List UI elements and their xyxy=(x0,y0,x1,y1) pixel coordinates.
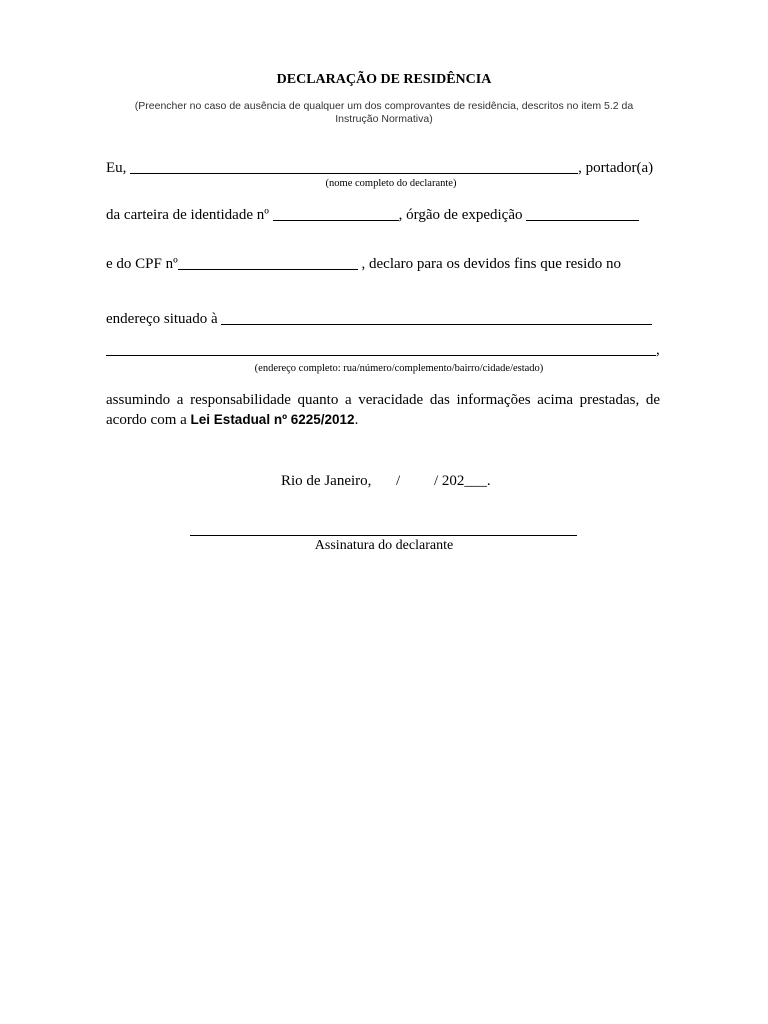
statement-line-2-suffix: . xyxy=(354,412,359,428)
address-suffix: , xyxy=(656,342,660,358)
id-prefix: da carteira de identidade nº xyxy=(106,207,273,223)
statement-line-1: assumindo a responsabilidade quanto a veracidade das informações acima prestadas, de xyxy=(106,392,660,408)
statement-line-2-prefix: acordo com a xyxy=(106,412,191,428)
cpf-suffix: , declaro para os devidos fins que resido no xyxy=(357,256,622,272)
date-separator-1: / xyxy=(396,473,401,489)
name-suffix: , portador(a) xyxy=(578,160,654,176)
name-prefix: Eu, xyxy=(106,160,131,176)
instruction-note-line-1: (Preencher no caso de ausência de qualquer um dos comprovantes de residência, descritos no item 5.2 da xyxy=(134,100,634,112)
address-blank-2 xyxy=(106,343,656,356)
address-blank-1 xyxy=(221,312,652,325)
cpf-line xyxy=(106,255,621,273)
document-title: DECLARAÇÃO DE RESIDÊNCIA xyxy=(276,72,492,87)
date-separator-year: / 202___. xyxy=(434,473,491,489)
cpf-number-blank xyxy=(178,257,358,270)
statement-line-2 xyxy=(106,411,660,429)
address-prefix: endereço situado à xyxy=(106,311,222,327)
name-caption: (nome completo do declarante) xyxy=(325,178,457,189)
full-name-blank xyxy=(130,161,578,174)
signature-caption: Assinatura do declarante xyxy=(314,538,454,553)
address-line xyxy=(106,310,652,328)
signature-line xyxy=(190,535,577,536)
date-city: Rio de Janeiro, xyxy=(281,473,372,489)
address-caption: (endereço completo: rua/número/complemento/bairro/cidade/estado) xyxy=(254,363,544,374)
law-reference: Lei Estadual nº 6225/2012 xyxy=(190,412,355,427)
instruction-note-line-2: Instrução Normativa) xyxy=(335,113,433,125)
id-line xyxy=(106,206,639,224)
cpf-prefix: e do CPF nº xyxy=(106,256,178,272)
issuer-blank xyxy=(526,208,639,221)
address-line-2 xyxy=(106,341,660,359)
issuer-label: , órgão de expedição xyxy=(398,207,527,223)
id-number-blank xyxy=(273,208,399,221)
name-line xyxy=(106,159,653,177)
